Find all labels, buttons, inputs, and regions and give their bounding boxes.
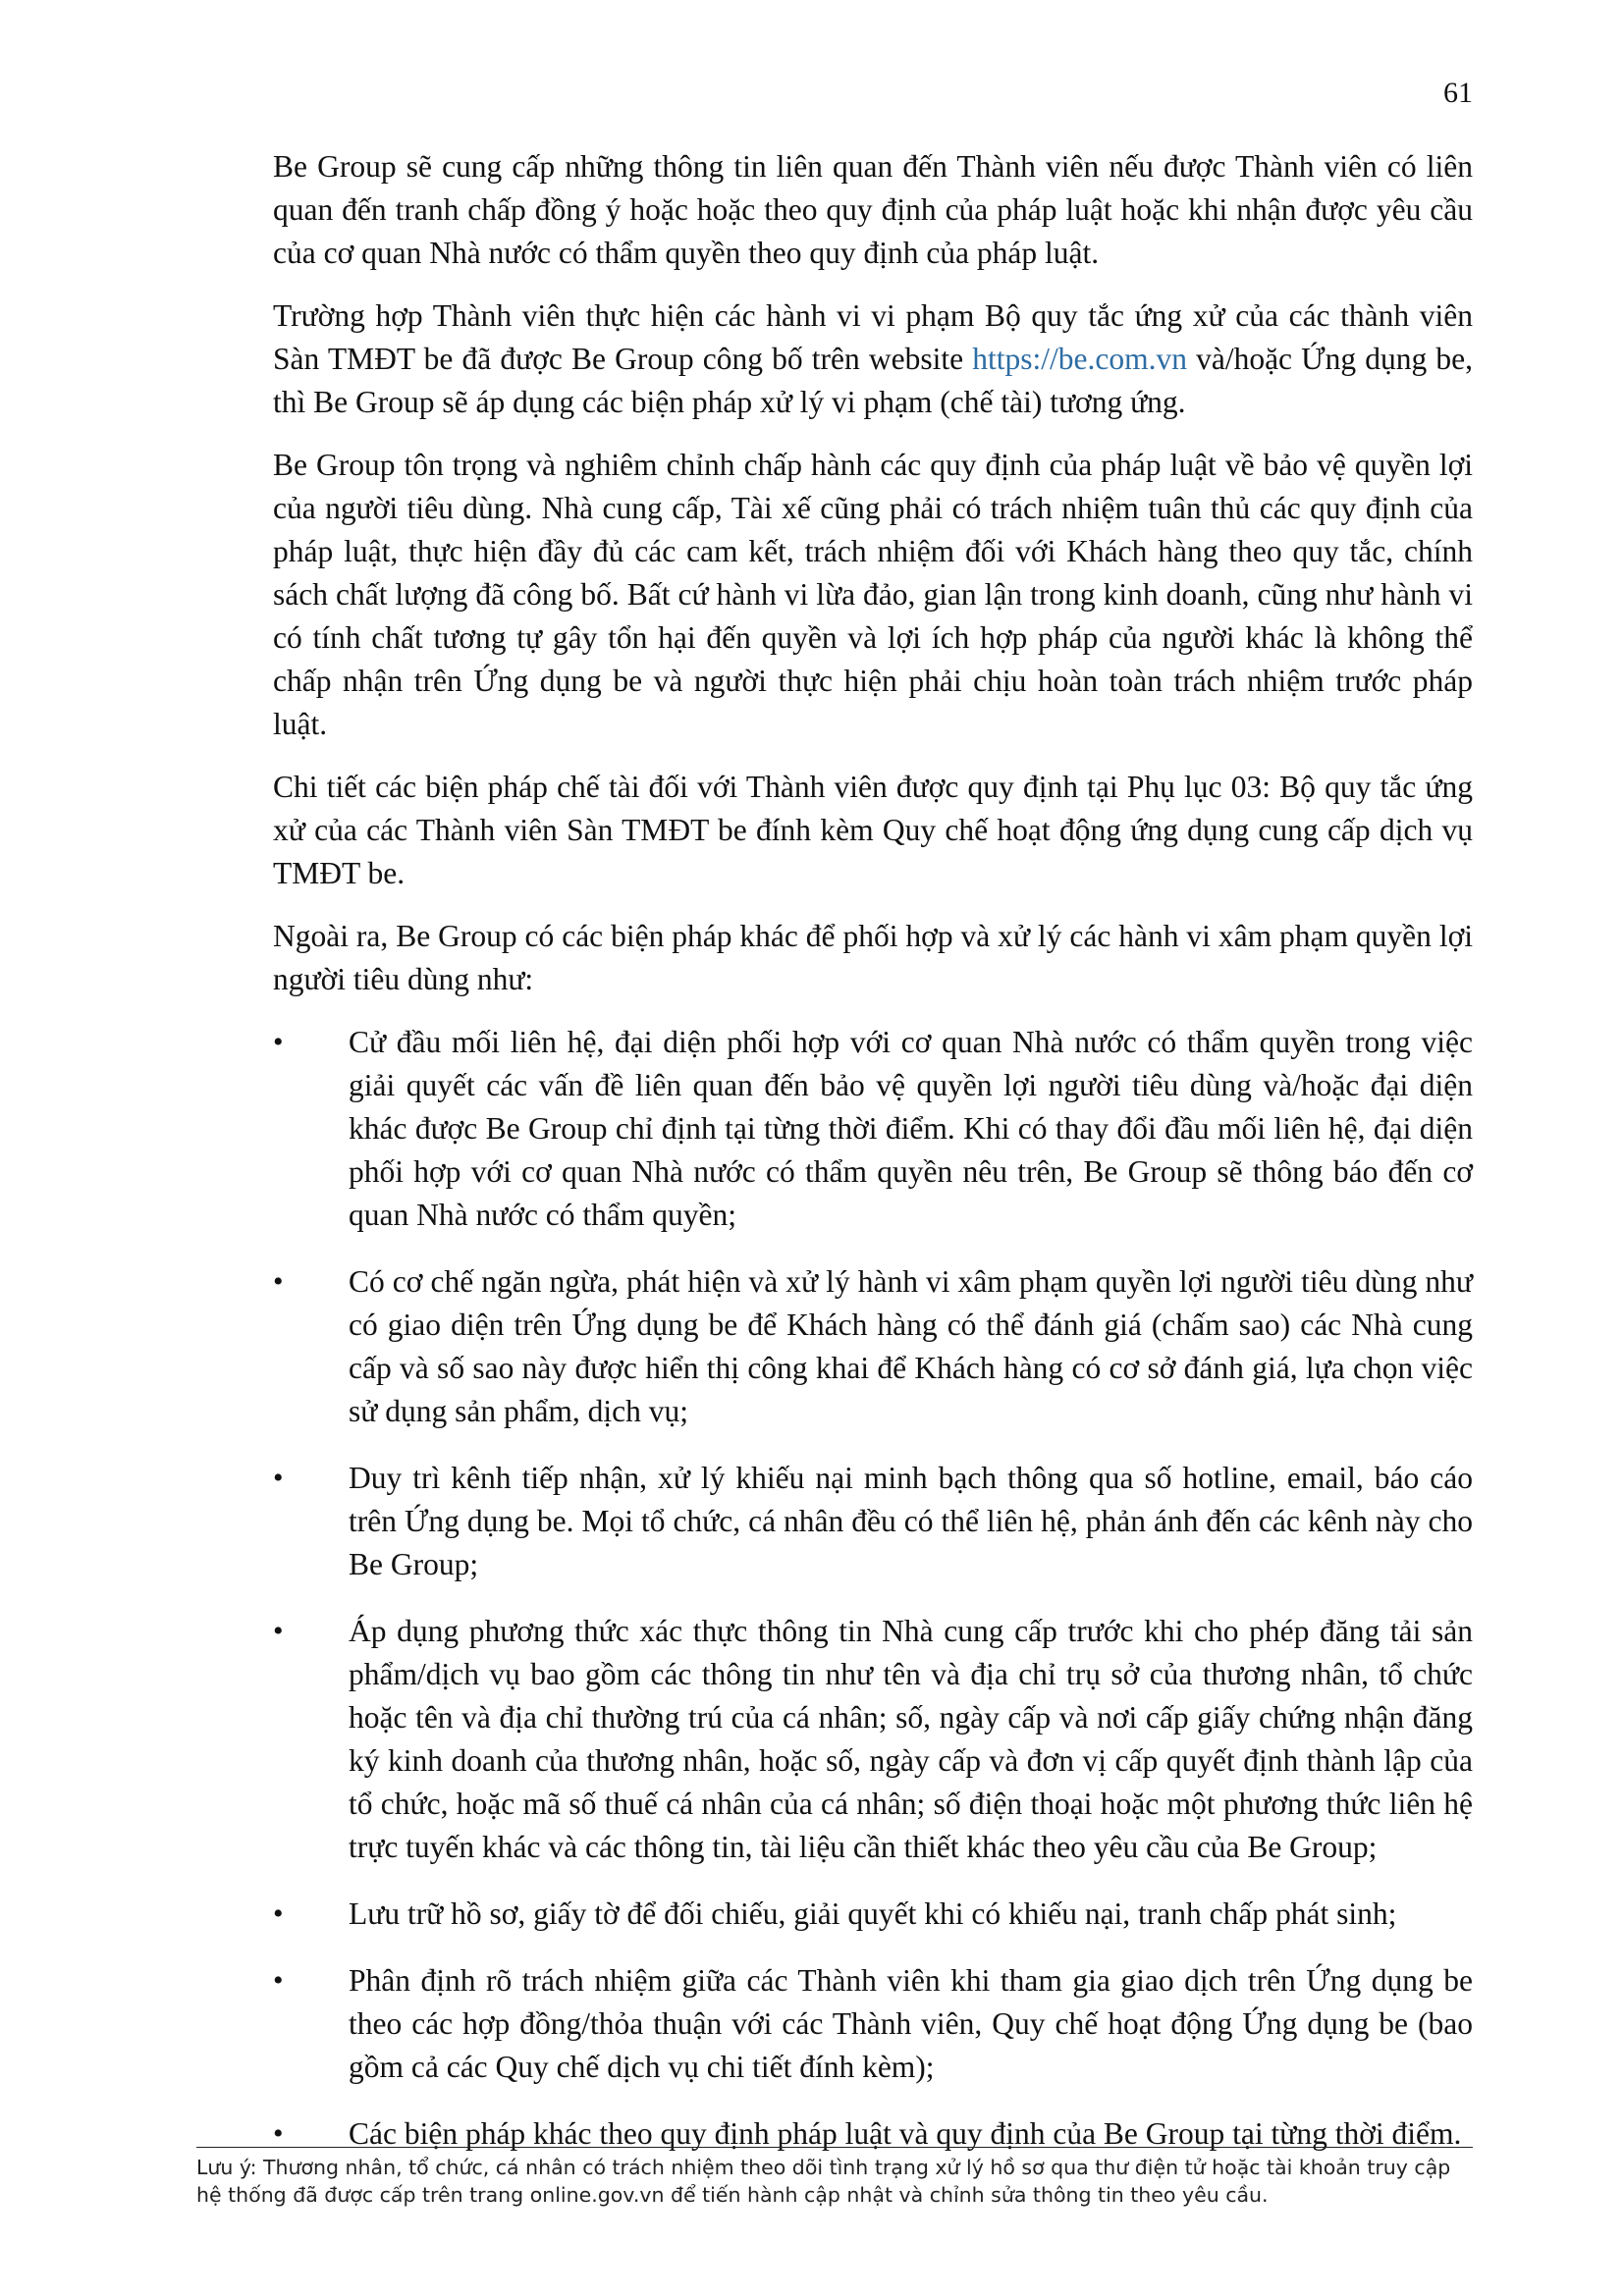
list-item: [273, 1959, 1473, 2089]
bullet-icon: •: [273, 1265, 284, 1298]
list-item: [273, 1610, 1473, 1869]
list-item: [273, 1260, 1473, 1433]
paragraph-text: Trường hợp Thành viên thực hiện các hành vi vi phạm Bộ quy tắc ứng xử của các thành viên Sàn TMĐT be đã được Be Group công bố trên website: [273, 298, 1473, 376]
page-content: [273, 145, 1473, 2179]
list-item: [273, 2112, 1473, 2156]
page-number: 61: [1443, 77, 1473, 109]
list-item-text: Áp dụng phương thức xác thực thông tin Nhà cung cấp trước khi cho phép đăng tải sản phẩm/dịch vụ bao gồm các thông tin như tên và địa chỉ trụ sở của thương nhân, tổ chức hoặc tên và địa chỉ thường trú của cá nhân; số, ngày cấp và nơi cấp giấy chứng nhận đăng ký kinh doanh của thương nhân, hoặc số, ngày cấp và đơn vị cấp quyết định thành lập của tổ chức, hoặc mã số thuế cá nhân của cá nhân; số điện thoại hoặc một phương thức liên hệ trực tuyến khác và các thông tin, tài liệu cần thiết khác theo yêu cầu của Be Group;: [349, 1614, 1473, 1864]
bullet-icon: •: [273, 2117, 284, 2150]
paragraph-sanction-details: Chi tiết các biện pháp chế tài đối với Thành viên được quy định tại Phụ lục 03: Bộ quy tắc ứng xử của các Thành viên Sàn TMĐT be đính kèm Quy chế hoạt động ứng dụng cung cấp dịch vụ TMĐT be.: [273, 770, 1473, 890]
list-item-text: Duy trì kênh tiếp nhận, xử lý khiếu nại minh bạch thông qua số hotline, email, báo cáo trên Ứng dụng be. Mọi tổ chức, cá nhân đều có thể liên hệ, phản ánh đến các kênh này cho Be Group;: [349, 1461, 1473, 1581]
measures-list: [273, 1021, 1473, 2156]
paragraph-violation-sanctions: [273, 294, 1473, 424]
paragraph-consumer-protection: Be Group tôn trọng và nghiêm chỉnh chấp hành các quy định của pháp luật về bảo vệ quyền lợi của người tiêu dùng. Nhà cung cấp, Tài xế cũng phải có trách nhiệm tuân thủ các quy định của pháp luật, thực hiện đầy đủ các cam kết, trách nhiệm đối với Khách hàng theo quy tắc, chính sách chất lượng đã công bố. Bất cứ hành vi lừa đảo, gian lận trong kinh doanh, cũng như hành vi có tính chất tương tự gây tổn hại đến quyền và lợi ích hợp pháp của người khác là không thể chấp nhận trên Ứng dụng be và người thực hiện phải chịu hoàn toàn trách nhiệm trước pháp luật.: [273, 448, 1473, 741]
footer-note: Lưu ý: Thương nhân, tổ chức, cá nhân có trách nhiệm theo dõi tình trạng xử lý hồ sơ qua thư điện tử hoặc tài khoản truy cập hệ thống đã được cấp trên trang online.gov.vn để tiến hành cập nhật và chỉnh sửa thông tin theo yêu cầu.: [196, 2156, 1451, 2207]
bullet-icon: •: [273, 1026, 284, 1058]
paragraph-other-measures: Ngoài ra, Be Group có các biện pháp khác để phối hợp và xử lý các hành vi xâm phạm quyền lợi người tiêu dùng như:: [273, 919, 1473, 996]
list-item: [273, 1457, 1473, 1586]
bullet-icon: •: [273, 1964, 284, 1997]
list-item-text: Cử đầu mối liên hệ, đại diện phối hợp với cơ quan Nhà nước có thẩm quyền trong việc giải quyết các vấn đề liên quan đến bảo vệ quyền lợi người tiêu dùng và/hoặc đại diện khác được Be Group chỉ định tại từng thời điểm. Khi có thay đổi đầu mối liên hệ, đại diện phối hợp với cơ quan Nhà nước có thẩm quyền nêu trên, Be Group sẽ thông báo đến cơ quan Nhà nước có thẩm quyền;: [349, 1025, 1473, 1232]
bullet-icon: •: [273, 1462, 284, 1494]
list-item-text: Lưu trữ hồ sơ, giấy tờ để đối chiếu, giải quyết khi có khiếu nại, tranh chấp phát sinh;: [349, 1896, 1397, 1931]
footer-divider: [196, 2147, 1473, 2148]
bullet-icon: •: [273, 1897, 284, 1930]
paragraph-text: và/hoặc Ứng dụng be, thì Be Group sẽ áp dụng các biện pháp xử lý vi phạm (chế tài) tương ứng.: [273, 342, 1473, 419]
list-item-text: Các biện pháp khác theo quy định pháp luật và quy định của Be Group tại từng thời điểm.: [349, 2116, 1462, 2151]
list-item: [273, 1021, 1473, 1237]
list-item-text: Phân định rõ trách nhiệm giữa các Thành viên khi tham gia giao dịch trên Ứng dụng be theo các hợp đồng/thỏa thuận với các Thành viên, Quy chế hoạt động Ứng dụng be (bao gồm cả các Quy chế dịch vụ chi tiết đính kèm);: [349, 1963, 1473, 2084]
website-link[interactable]: https://be.com.vn: [972, 342, 1187, 376]
paragraph-info-disclosure: Be Group sẽ cung cấp những thông tin liên quan đến Thành viên nếu được Thành viên có liên quan đến tranh chấp đồng ý hoặc hoặc theo quy định của pháp luật hoặc khi nhận được yêu cầu của cơ quan Nhà nước có thẩm quyền theo quy định của pháp luật.: [273, 149, 1473, 270]
list-item-text: Có cơ chế ngăn ngừa, phát hiện và xử lý hành vi xâm phạm quyền lợi người tiêu dùng như có giao diện trên Ứng dụng be để Khách hàng có thể đánh giá (chấm sao) các Nhà cung cấp và số sao này được hiển thị công khai để Khách hàng có cơ sở đánh giá, lựa chọn việc sử dụng sản phẩm, dịch vụ;: [349, 1264, 1473, 1428]
bullet-icon: •: [273, 1615, 284, 1647]
list-item: [273, 1893, 1473, 1936]
